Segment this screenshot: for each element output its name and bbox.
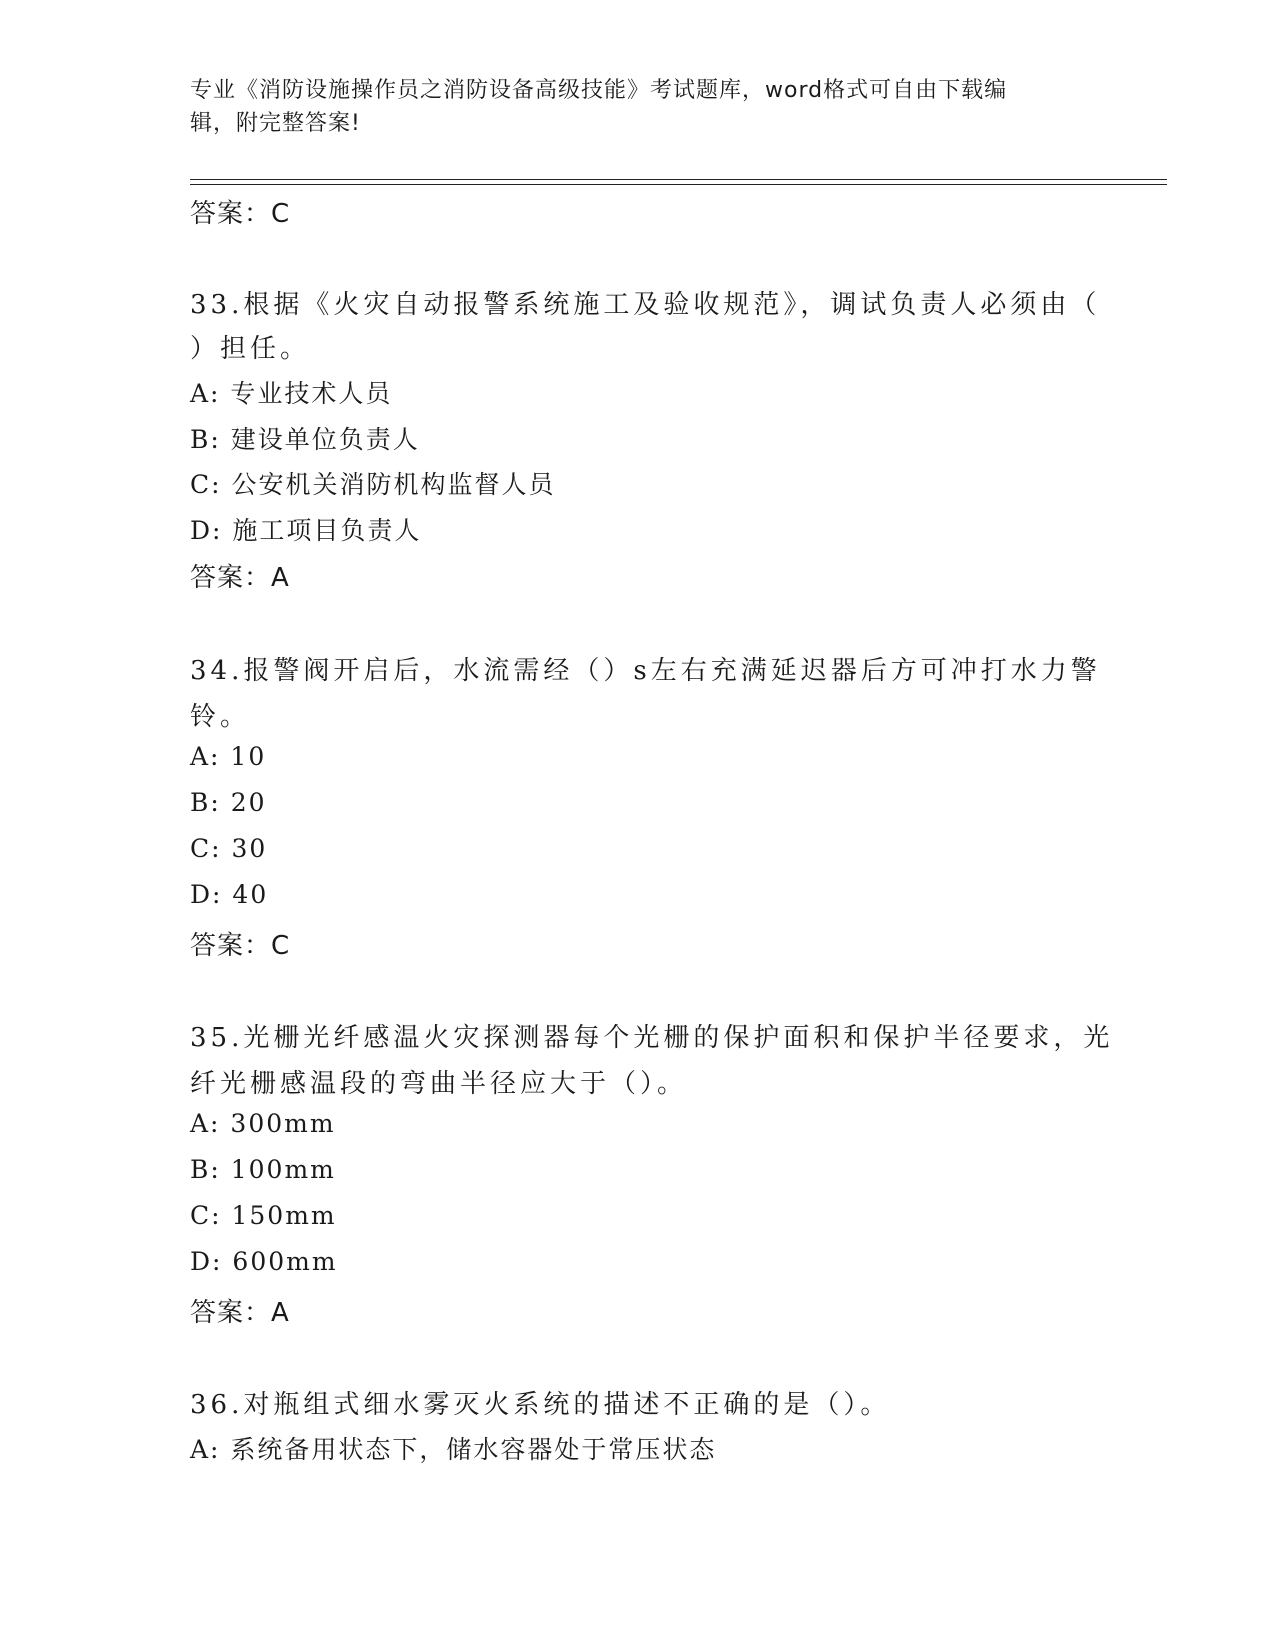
question-34-line-1: 34.报警阀开启后，水流需经（）s左右充满延迟器后方可冲打水力警 <box>190 656 1101 686</box>
question-33-option-c: C: 公安机关消防机构监督人员 <box>190 470 556 499</box>
question-33-option-b: B: 建设单位负责人 <box>190 425 420 454</box>
question-33-line-1: 33.根据《火灾自动报警系统施工及验收规范》，调试负责人必须由（ <box>190 290 1101 320</box>
question-35-answer: 答案：A <box>190 1298 290 1328</box>
header-divider-top <box>190 179 1167 180</box>
question-34-line-2: 铃。 <box>190 702 251 732</box>
question-33-line-2: ）担任。 <box>190 334 311 364</box>
document-header <box>190 74 1080 140</box>
question-34-option-a: A: 10 <box>190 742 267 771</box>
question-35-option-c: C: 150mm <box>190 1201 337 1230</box>
question-34-answer: 答案：C <box>190 931 291 961</box>
question-35-option-d: D: 600mm <box>190 1247 338 1276</box>
question-35-line-2: 纤光栅感温段的弯曲半径应大于（）。 <box>190 1069 688 1099</box>
question-36-option-a: A: 系统备用状态下，储水容器处于常压状态 <box>190 1435 717 1464</box>
question-36-line-1: 36.对瓶组式细水雾灭火系统的描述不正确的是（）。 <box>190 1390 891 1420</box>
question-33-option-d: D: 施工项目负责人 <box>190 516 422 545</box>
header-line-2: 辑，附完整答案! <box>190 111 361 136</box>
question-34-option-b: B: 20 <box>190 788 267 817</box>
question-33-option-a: A: 专业技术人员 <box>190 379 393 408</box>
question-35-option-a: A: 300mm <box>190 1109 336 1138</box>
question-34-option-c: C: 30 <box>190 834 268 863</box>
question-35-line-1: 35.光栅光纤感温火灾探测器每个光栅的保护面积和保护半径要求，光 <box>190 1023 1114 1053</box>
answer-previous: 答案：C <box>190 199 291 229</box>
question-35-option-b: B: 100mm <box>190 1155 336 1184</box>
question-33-answer: 答案：A <box>190 563 290 593</box>
header-line-1: 专业《消防设施操作员之消防设备高级技能》考试题库，word格式可自由下载编 <box>190 78 1008 103</box>
question-34-option-d: D: 40 <box>190 880 269 909</box>
header-divider-bottom <box>190 184 1167 185</box>
